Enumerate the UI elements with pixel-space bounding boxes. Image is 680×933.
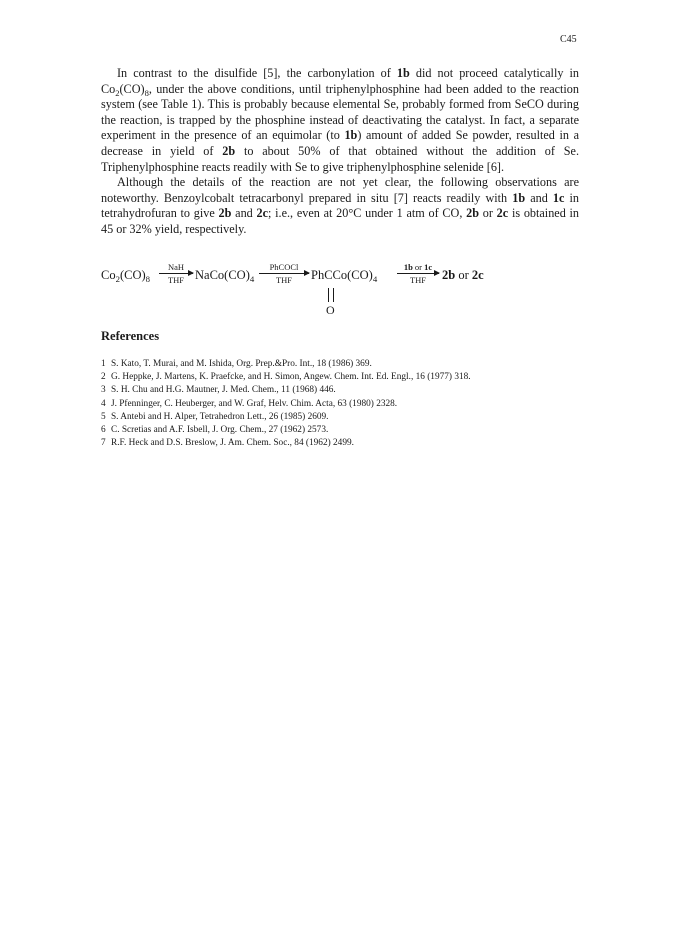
intermediate-benzoylcobalt: $PhCCo(CO)_4$: [311, 268, 378, 284]
reference-number: 5: [101, 411, 106, 422]
reference-number: 1: [101, 359, 106, 369]
paragraph: In contrast to the disulfide [5], the carbonylation of 1b did not proceed catalytically in $Co_2(CO)_8$, under the above conditions, until triphenylphosphine had been added to the reaction system (see Table 1). This is probably because elemental Se, probably formed from SeCO during the reaction, is trapped by the phosphine instead of deactivating the catalyst. In fact, a separate experiment in the presence of an equimolar (to 1b) amount of added Se powder, resulted in a decrease in yield of 2b to about 50% of that obtained without the addition of Se. Triphenylphosphine reacts readily with Se to give triphenylphosphine selenide [6].: [101, 66, 579, 174]
reaction-arrow: [397, 262, 439, 285]
reference-item: [101, 384, 581, 397]
references-heading: References: [101, 329, 160, 343]
page-number: C45: [560, 34, 577, 45]
reference-number: 7: [101, 438, 106, 449]
reference-item: [101, 437, 581, 450]
reference-text: J. Pfenninger, C. Heuberger, and W. Graf, Helv. Chim. Acta, 63 (1980) 2328.: [111, 398, 398, 409]
reagent-label: 1b or 1c: [403, 262, 433, 272]
reaction-arrow: [259, 262, 309, 285]
paragraph: Although the details of the reaction are not yet clear, the following observations are noteworthy. Benzoylcobalt tetracarbonyl prepared in situ [7] reacts readily with 1b and 1c in tetrahydrofuran to give 2b and 2c; i.e., even at 20°C under 1 atm of CO, 2b or 2c is obtained in 45 or 32% yield, respectively.: [101, 175, 580, 236]
solvent-label: THF: [167, 275, 185, 285]
reference-text: R.F. Heck and D.S. Breslow, J. Am. Chem. Soc., 84 (1962) 2499.: [111, 438, 354, 449]
solvent-label: THF: [409, 275, 427, 285]
product: 2b or 2c: [442, 268, 484, 282]
reference-text: S. Kato, T. Murai, and M. Ishida, Org. Prep.&Pro. Int., 18 (1986) 369.: [111, 359, 372, 369]
reference-item: [101, 398, 581, 411]
reagent-label: NaH: [167, 262, 185, 272]
solvent-label: THF: [275, 275, 293, 285]
references-list: [101, 358, 581, 450]
reference-item: [101, 371, 581, 384]
reference-text: S. Antebi and H. Alper, Tetrahedron Lett., 26 (1985) 2609.: [111, 411, 329, 422]
reference-item: [101, 424, 581, 437]
reference-item: [101, 411, 581, 424]
reactant-cobalt-carbonyl: $Co_2(CO)_8$: [101, 268, 151, 284]
reference-number: 3: [101, 385, 106, 396]
reference-text: G. Heppke, J. Martens, K. Praefcke, and H. Simon, Angew. Chem. Int. Ed. Engl., 16 (1977) 318.: [111, 372, 471, 383]
reference-number: 2: [101, 372, 106, 383]
reference-text: C. Scretias and A.F. Isbell, J. Org. Chem., 27 (1962) 2573.: [111, 425, 329, 436]
body-text: [101, 66, 579, 238]
reference-item: [101, 358, 581, 371]
reagent-label: PhCOCl: [269, 262, 299, 272]
reference-text: S. H. Chu and H.G. Mautner, J. Med. Chem., 11 (1968) 446.: [111, 385, 336, 396]
intermediate-sodium-cobaltate: $NaCo(CO)_4$: [195, 268, 255, 284]
carbonyl-double-bond: [328, 288, 334, 302]
reaction-scheme: [101, 258, 579, 336]
reference-number: 6: [101, 425, 106, 436]
reference-number: 4: [101, 398, 106, 409]
reaction-arrow: [159, 262, 193, 285]
carbonyl-oxygen: O: [326, 303, 335, 317]
